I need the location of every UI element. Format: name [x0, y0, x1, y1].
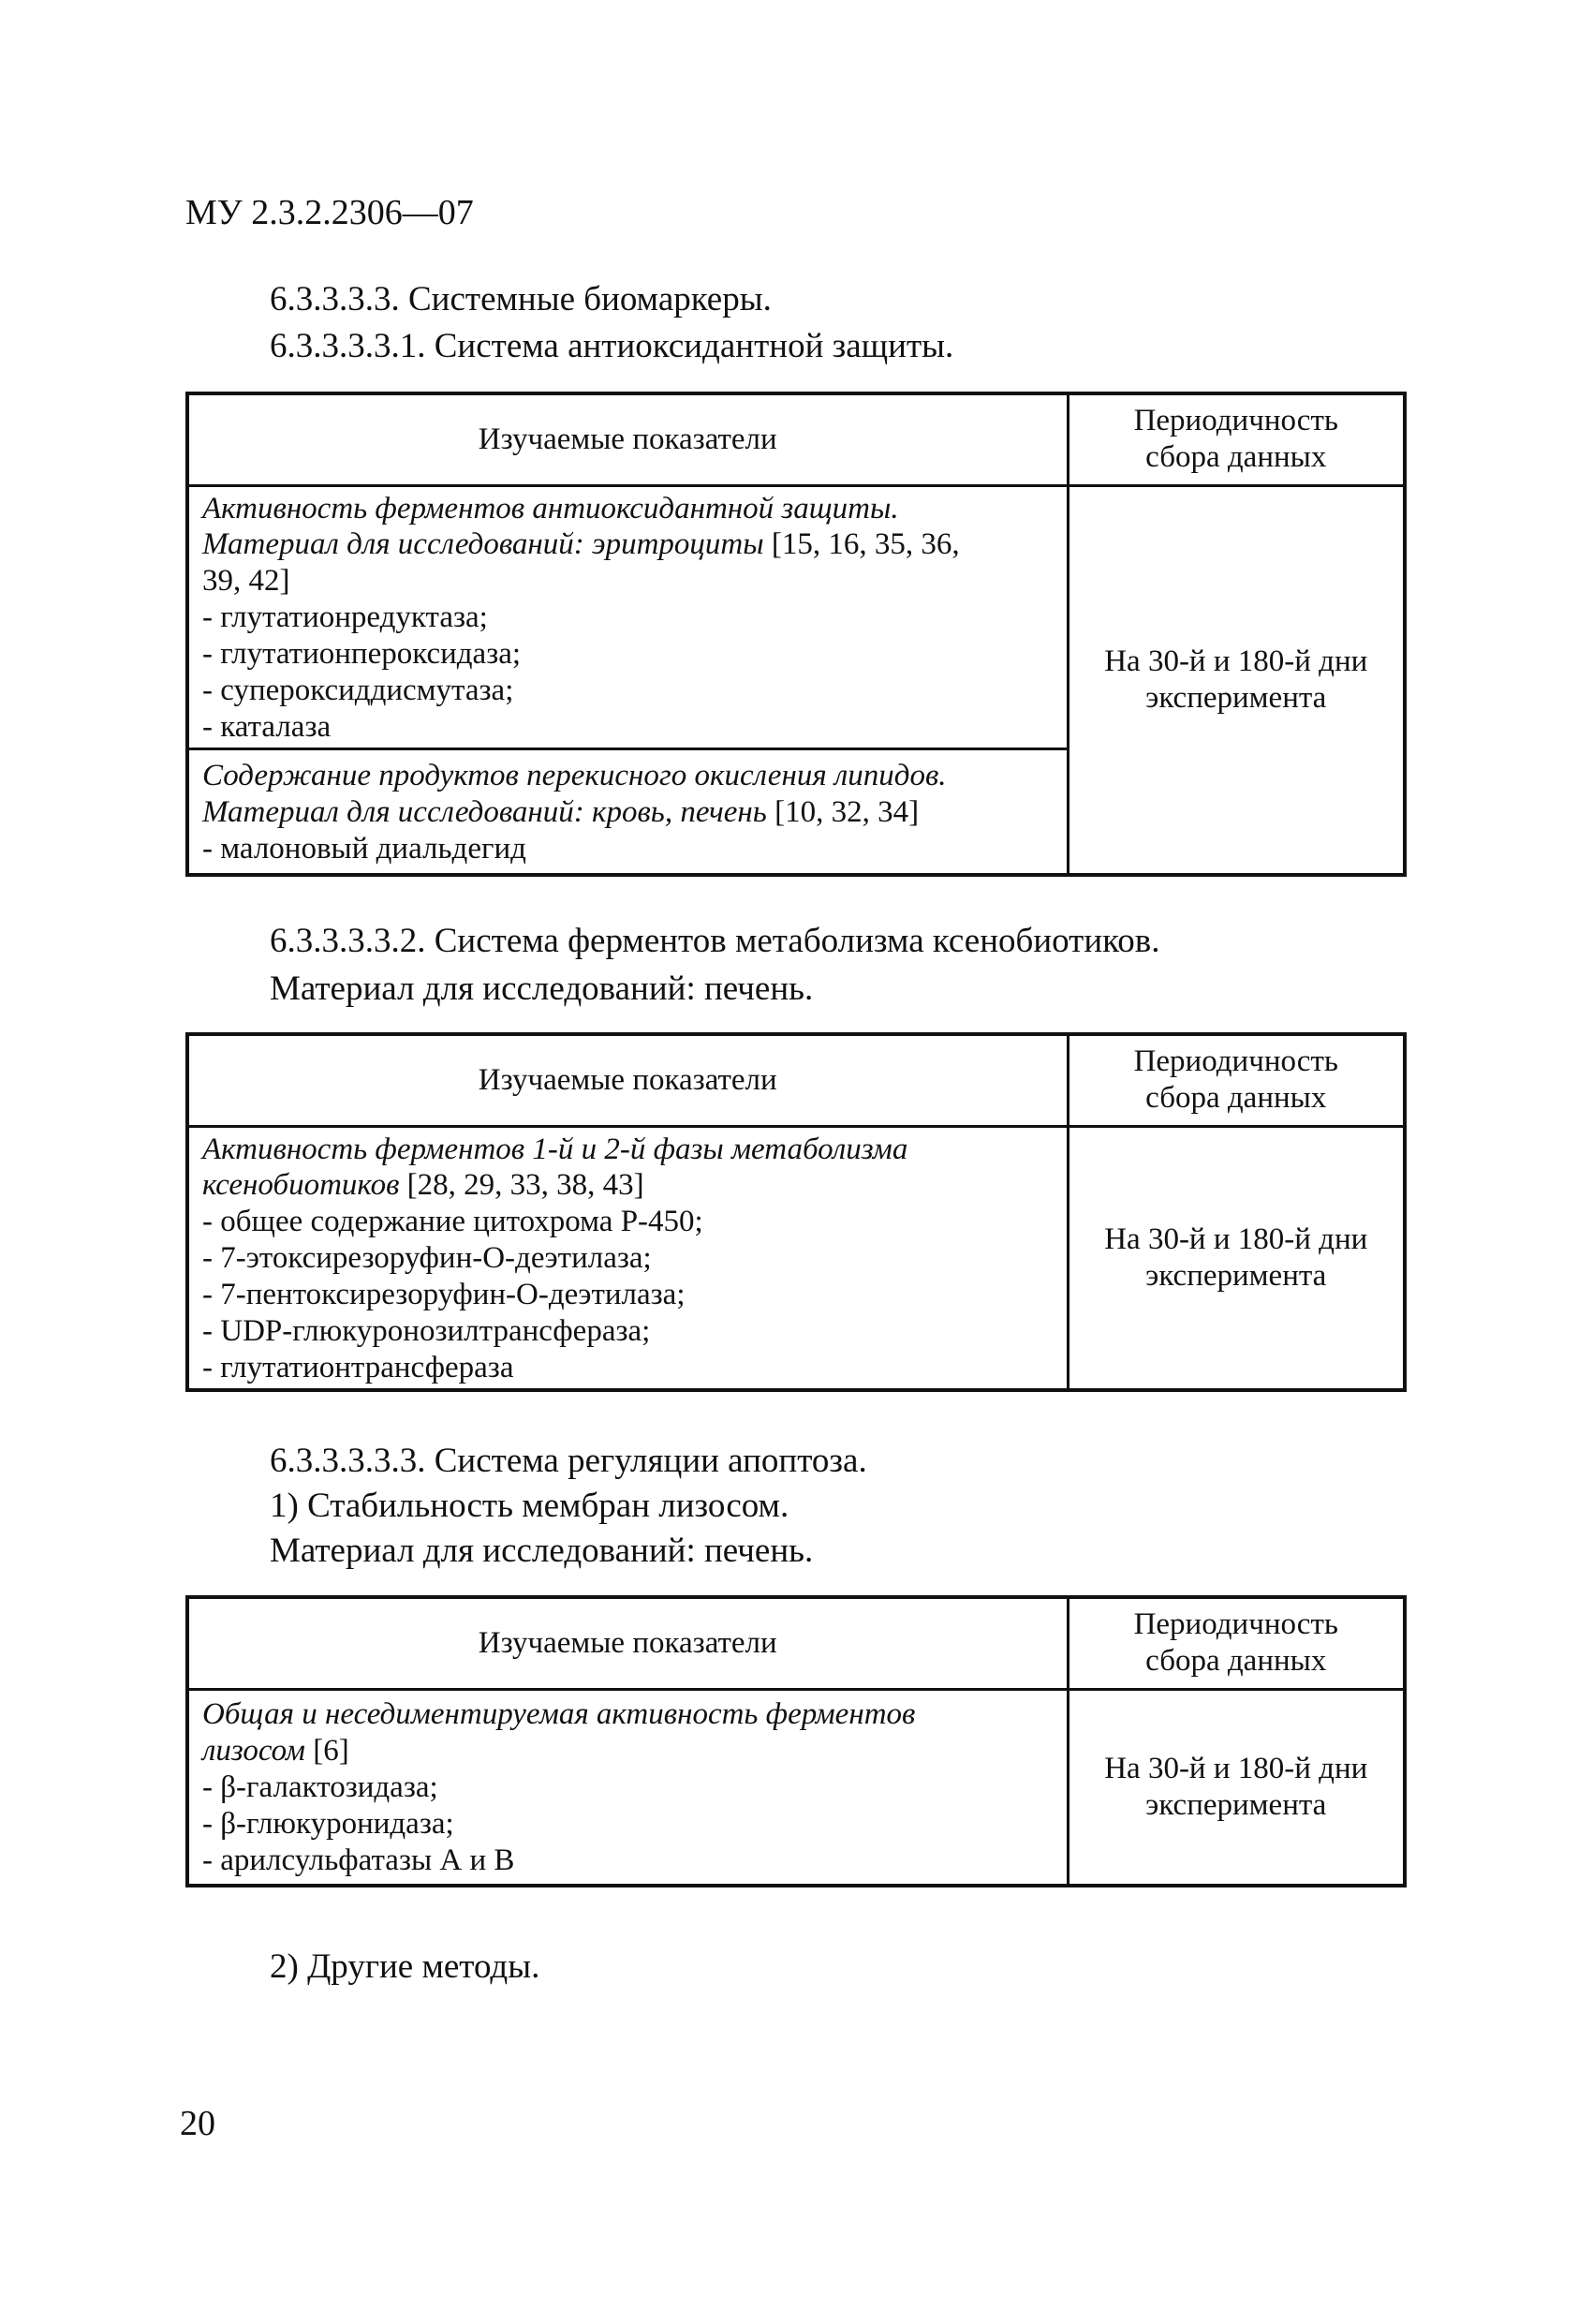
- document-code: МУ 2.3.2.2306—07: [185, 193, 474, 232]
- table-header-row: [187, 1597, 1405, 1689]
- references: [6]: [304, 1734, 349, 1769]
- indicator-cell: [187, 485, 1068, 749]
- column-header-periodicity: [1068, 1034, 1405, 1126]
- material-heading: Материал для исследований: печень.: [270, 970, 814, 1008]
- period-line1: На 30-й и 180-й дни: [1104, 1221, 1368, 1256]
- lysosome-table: [185, 1595, 1407, 1887]
- table-header-row: [187, 393, 1405, 485]
- material-label: Материал для исследований: эритроциты: [202, 527, 764, 562]
- page-number: 20: [180, 2104, 215, 2143]
- material-heading: Материал для исследований: печень.: [270, 1532, 814, 1570]
- material-line: [202, 794, 1055, 831]
- list-item: - глутатионтрансфераза: [202, 1351, 514, 1385]
- periodicity-line2: сбора данных: [1145, 1081, 1327, 1116]
- table-row: [187, 1126, 1405, 1390]
- column-header-periodicity: [1068, 1597, 1405, 1689]
- section-heading-apoptosis: 6.3.3.3.3.3. Система регуляции апоптоза.: [270, 1442, 867, 1480]
- indicator-cell: [187, 1689, 1068, 1886]
- list-item: - глутатионпероксидаза;: [202, 637, 522, 672]
- list-item: - глутатионредуктаза;: [202, 600, 488, 635]
- list-item: - каталаза: [202, 710, 332, 745]
- period-line2: эксперимента: [1145, 1258, 1327, 1293]
- column-header-indicators: Изучаемые показатели: [187, 393, 1068, 485]
- row-title: Активность ферментов антиоксидантной защиты.: [202, 491, 899, 525]
- section-heading-antioxidant-system: 6.3.3.3.3.1. Система антиоксидантной защиты.: [270, 327, 954, 365]
- periodicity-cell: [1068, 1126, 1405, 1390]
- other-methods-heading: 2) Другие методы.: [270, 1947, 540, 1986]
- periodicity-line1: Периодичность: [1133, 1607, 1338, 1642]
- column-header-indicators: Изучаемые показатели: [187, 1597, 1068, 1689]
- row-title-continued: лизосом: [202, 1734, 305, 1769]
- periodicity-cell: [1068, 1689, 1405, 1886]
- list-item: - β-глюкуронидаза;: [202, 1807, 454, 1842]
- periodicity-line2: сбора данных: [1145, 1644, 1327, 1679]
- xenobiotic-table: [185, 1032, 1407, 1392]
- period-line1: На 30-й и 180-й дни: [1104, 1751, 1368, 1785]
- row-title-continued: ксенобиотиков: [202, 1168, 400, 1203]
- material-line: [202, 1167, 1055, 1204]
- table-row: [187, 485, 1405, 749]
- section-heading-xenobiotic-system: 6.3.3.3.3.2. Система ферментов метаболизма ксенобиотиков.: [270, 922, 1160, 960]
- list-item: - общее содержание цитохрома Р-450;: [202, 1205, 703, 1239]
- table-header-row: [187, 1034, 1405, 1126]
- material-label: Материал для исследований: кровь, печень: [202, 794, 767, 829]
- references: [10, 32, 34]: [766, 794, 920, 829]
- list-item: - 7-этоксирезоруфин-О-деэтилаза;: [202, 1241, 652, 1276]
- row-title: Активность ферментов 1-й и 2-й фазы метаболизма: [202, 1132, 908, 1166]
- subheading-lysosome-stability: 1) Стабильность мембран лизосом.: [270, 1487, 789, 1525]
- antioxidant-table: [185, 392, 1407, 877]
- list-item: - UDP-глюкуронозилтрансфераза;: [202, 1314, 651, 1349]
- material-line: [202, 1733, 1055, 1769]
- references: [15, 16, 35, 36,: [763, 527, 960, 562]
- periodicity-line1: Периодичность: [1133, 1044, 1338, 1079]
- column-header-periodicity: [1068, 393, 1405, 485]
- references: [28, 29, 33, 38, 43]: [399, 1168, 644, 1203]
- period-line2: эксперимента: [1145, 680, 1327, 715]
- row-title: Содержание продуктов перекисного окисления липидов.: [202, 758, 947, 792]
- period-line2: эксперимента: [1145, 1787, 1327, 1822]
- list-item: - β-галактозидаза;: [202, 1770, 438, 1805]
- list-item: - 7-пентоксирезоруфин-О-деэтилаза;: [202, 1278, 686, 1312]
- periodicity-line1: Периодичность: [1133, 404, 1338, 438]
- indicator-cell: [187, 749, 1068, 875]
- periodicity-cell: [1068, 485, 1405, 875]
- list-item: - малоновый диальдегид: [202, 831, 526, 866]
- material-line: [202, 526, 1055, 563]
- indicator-cell: [187, 1126, 1068, 1390]
- list-item: - арилсульфатазы А и В: [202, 1843, 515, 1878]
- periodicity-line2: сбора данных: [1145, 440, 1327, 475]
- period-line1: На 30-й и 180-й дни: [1104, 644, 1368, 678]
- references-continued: 39, 42]: [202, 564, 290, 599]
- row-title: Общая и неседиментируемая активность ферментов: [202, 1697, 916, 1732]
- list-item: - супероксиддисмутаза;: [202, 674, 514, 708]
- column-header-indicators: Изучаемые показатели: [187, 1034, 1068, 1126]
- section-heading-systemic-biomarkers: 6.3.3.3.3. Системные биомаркеры.: [270, 280, 772, 318]
- table-row: [187, 1689, 1405, 1886]
